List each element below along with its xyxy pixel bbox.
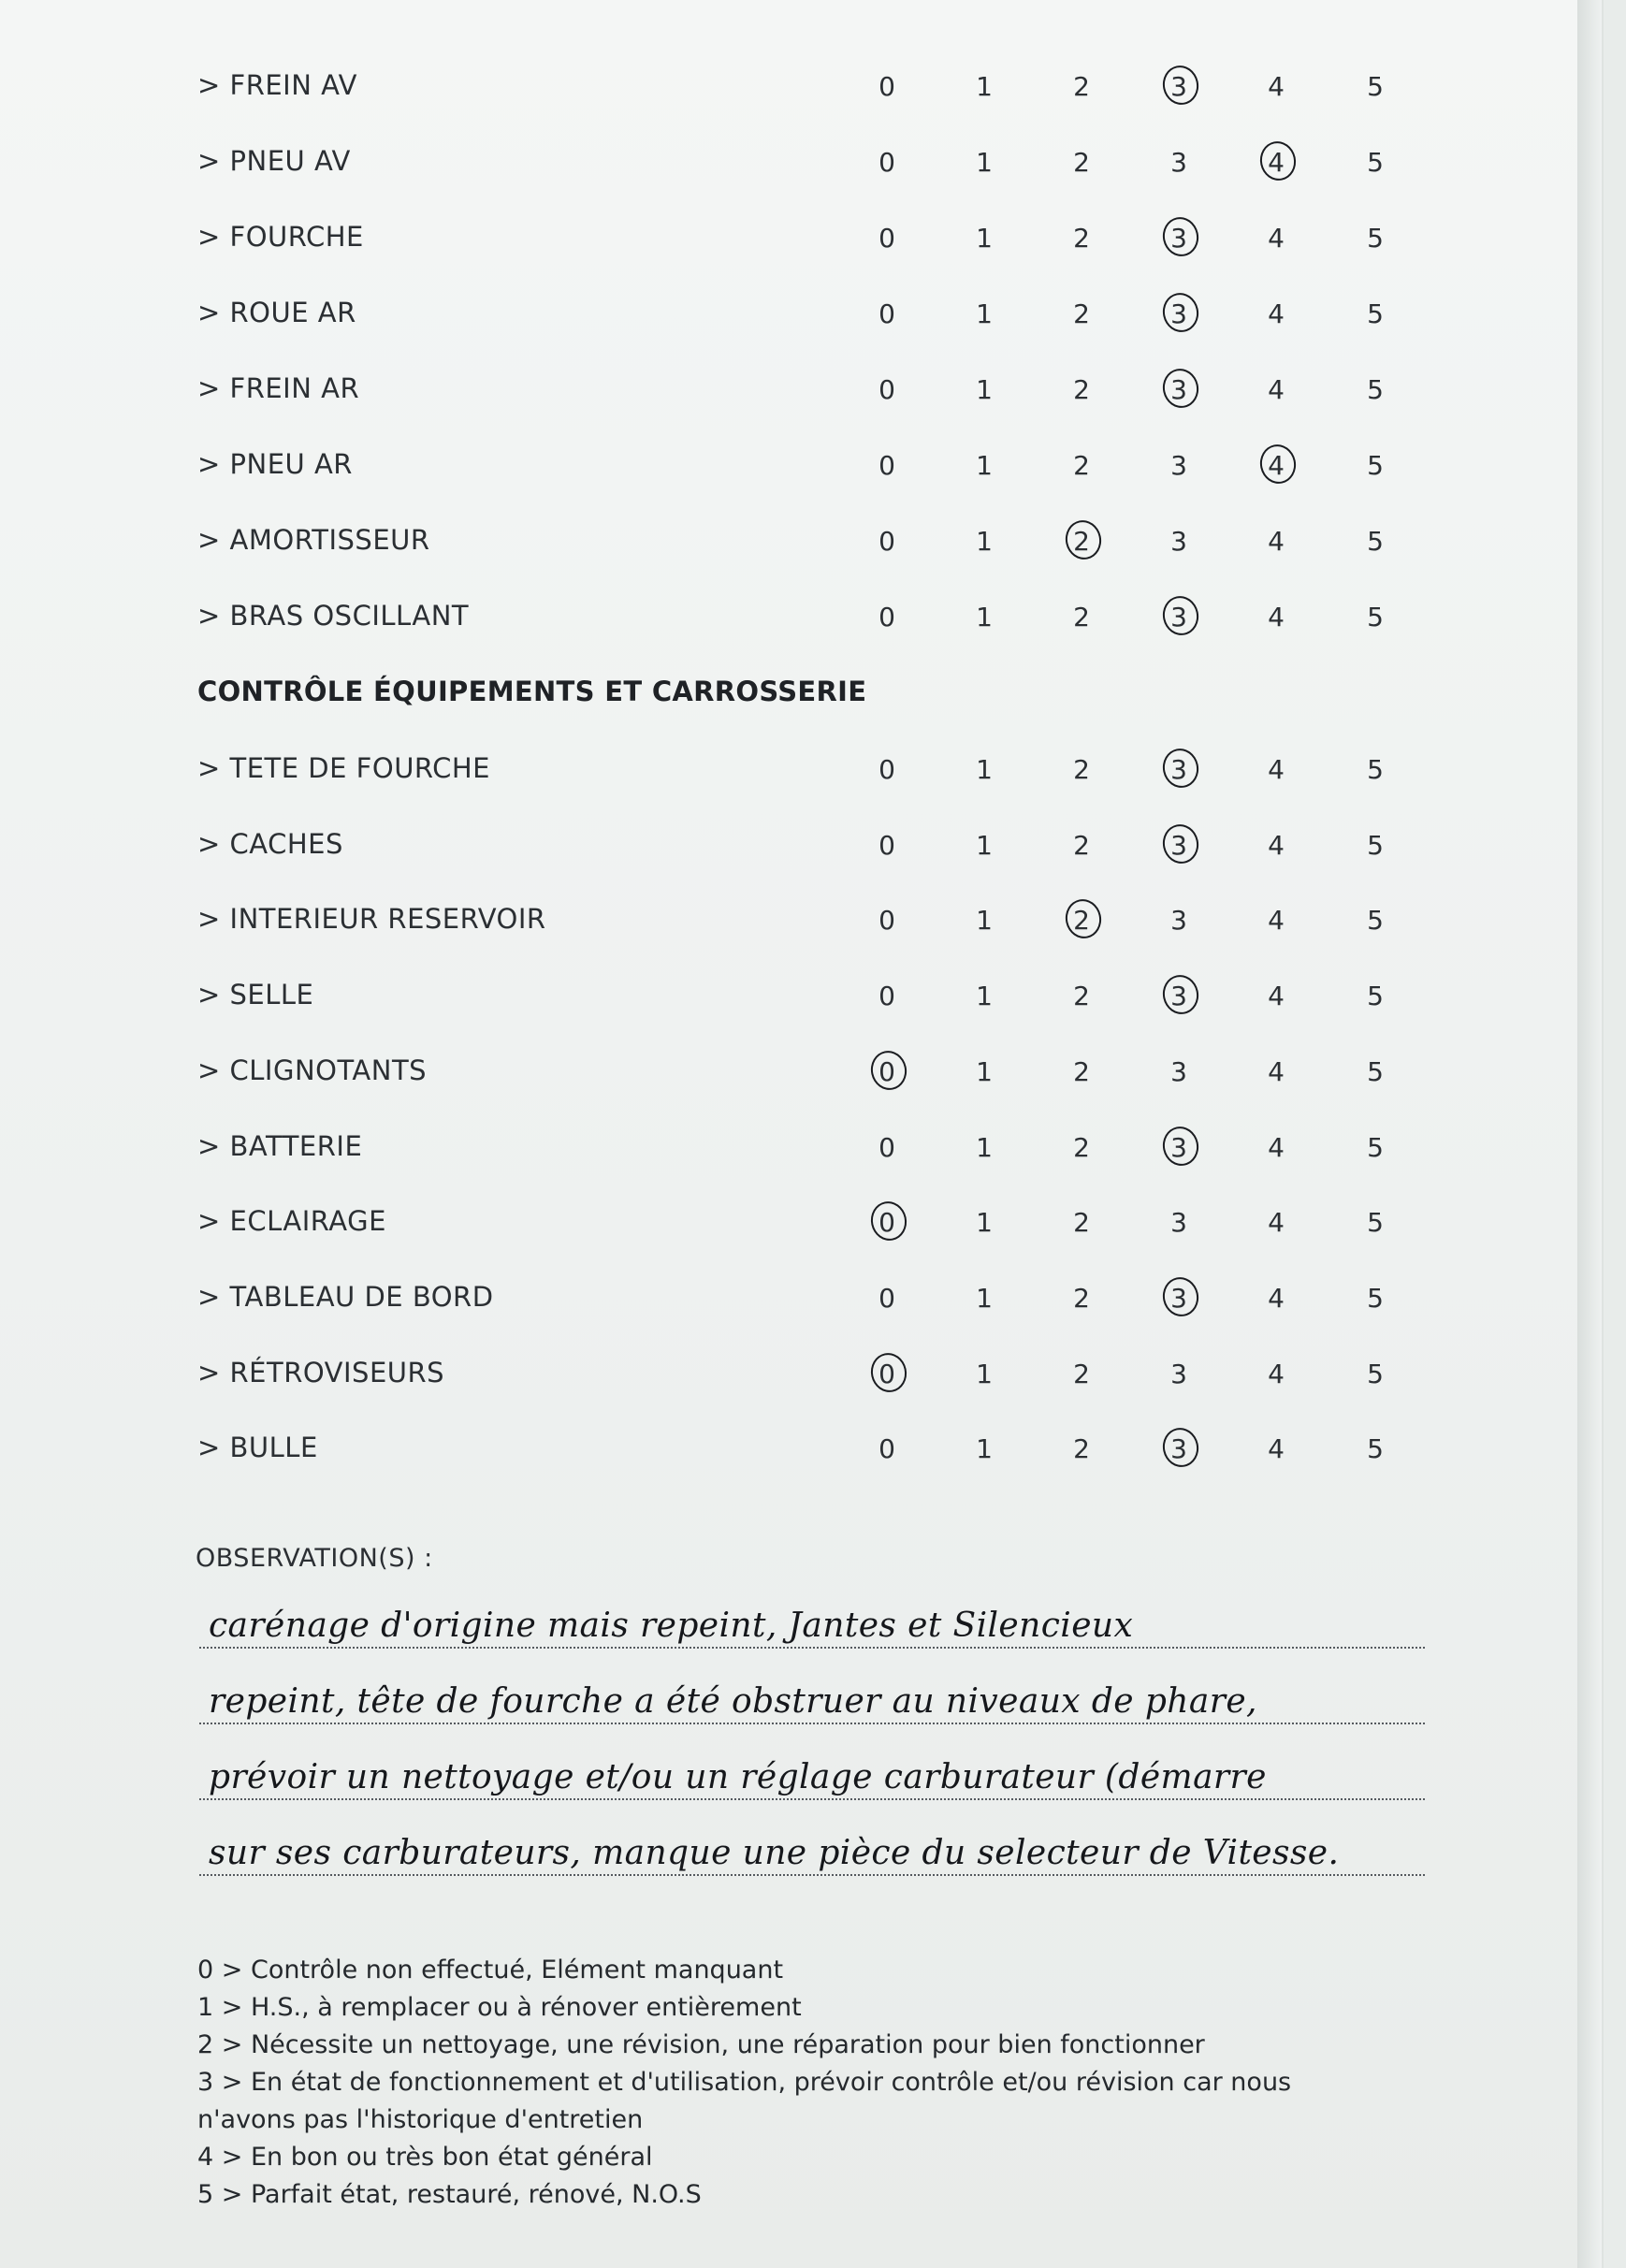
score-option[interactable]: 0: [878, 1132, 895, 1163]
score-option[interactable]: 5: [1367, 981, 1384, 1011]
inspection-row: [0, 200, 1602, 275]
inspection-row: [0, 882, 1602, 957]
score-option-selected[interactable]: 3: [1160, 754, 1198, 785]
score-option-selected[interactable]: 0: [868, 1056, 906, 1087]
score-option[interactable]: 4: [1268, 1056, 1285, 1087]
score-option[interactable]: 2: [1073, 450, 1090, 481]
legend-line: 4 > En bon ou très bon état général: [197, 2143, 653, 2172]
score-option[interactable]: 2: [1073, 298, 1090, 329]
score-option[interactable]: 5: [1367, 147, 1384, 178]
inspection-row: [0, 579, 1602, 654]
score-option[interactable]: 5: [1367, 830, 1384, 861]
inspection-row: [0, 1336, 1602, 1411]
score-option[interactable]: 0: [878, 147, 895, 178]
legend-line: 2 > Nécessite un nettoyage, une révision, une réparation pour bien fonctionner: [197, 2030, 1205, 2059]
inspection-item-label: > FOURCHE: [197, 221, 364, 253]
score-option-selected[interactable]: 3: [1160, 981, 1198, 1011]
score-option[interactable]: 4: [1268, 71, 1285, 102]
score-option[interactable]: 2: [1073, 1056, 1090, 1087]
score-option-selected[interactable]: 3: [1160, 71, 1198, 102]
score-option[interactable]: 4: [1268, 905, 1285, 936]
inspection-item-label: > SELLE: [197, 979, 314, 1010]
score-option[interactable]: 1: [976, 1056, 993, 1087]
observation-text: carénage d'origine mais repeint, Jantes et Silencieux: [209, 1606, 1134, 1645]
score-option[interactable]: 5: [1367, 1056, 1384, 1087]
score-option[interactable]: 4: [1268, 1207, 1285, 1238]
score-option[interactable]: 4: [1268, 223, 1285, 254]
score-option[interactable]: 3: [1170, 450, 1187, 481]
score-option[interactable]: 5: [1367, 905, 1384, 936]
score-option[interactable]: 4: [1268, 298, 1285, 329]
score-option[interactable]: 4: [1268, 1433, 1285, 1464]
inspection-row: [0, 807, 1602, 882]
score-option-selected[interactable]: 3: [1160, 1433, 1198, 1464]
legend-line: 0 > Contrôle non effectué, Elément manquant: [197, 1955, 784, 1985]
inspection-row: [0, 276, 1602, 351]
score-option[interactable]: 0: [878, 526, 895, 557]
score-option[interactable]: 1: [976, 1132, 993, 1163]
score-option-selected[interactable]: 0: [868, 1207, 906, 1238]
inspection-row: [0, 1110, 1602, 1185]
score-option[interactable]: 5: [1367, 298, 1384, 329]
observation-text: sur ses carburateurs, manque une pièce du selecteur de Vitesse.: [209, 1834, 1340, 1872]
score-option[interactable]: 1: [976, 1283, 993, 1314]
inspection-item-label: > BRAS OSCILLANT: [197, 600, 470, 632]
score-option-selected[interactable]: 2: [1063, 526, 1100, 557]
score-option[interactable]: 5: [1367, 526, 1384, 557]
score-option[interactable]: 2: [1073, 1132, 1090, 1163]
score-option[interactable]: 1: [976, 1359, 993, 1389]
score-option[interactable]: 3: [1170, 526, 1187, 557]
inspection-row: [0, 1260, 1602, 1335]
inspection-item-label: > FREIN AR: [197, 372, 360, 404]
score-option[interactable]: 0: [878, 1433, 895, 1464]
score-option[interactable]: 3: [1170, 1359, 1187, 1389]
score-option[interactable]: 5: [1367, 754, 1384, 785]
score-option[interactable]: 4: [1268, 602, 1285, 632]
score-option[interactable]: 4: [1268, 1132, 1285, 1163]
score-option[interactable]: 2: [1073, 374, 1090, 405]
inspection-item-label: > TABLEAU DE BORD: [197, 1281, 494, 1313]
score-option[interactable]: 2: [1073, 71, 1090, 102]
score-option[interactable]: 3: [1170, 1207, 1187, 1238]
inspection-item-label: > INTERIEUR RESERVOIR: [197, 903, 546, 935]
score-option-selected[interactable]: 3: [1160, 1283, 1198, 1314]
score-option[interactable]: 2: [1073, 1359, 1090, 1389]
inspection-row: [0, 732, 1602, 807]
inspection-row: [0, 1034, 1602, 1109]
score-option[interactable]: 2: [1073, 602, 1090, 632]
score-option[interactable]: 0: [878, 374, 895, 405]
inspection-row: [0, 958, 1602, 1033]
score-option[interactable]: 0: [878, 1283, 895, 1314]
score-option[interactable]: 2: [1073, 223, 1090, 254]
score-option[interactable]: 1: [976, 147, 993, 178]
score-option[interactable]: 5: [1367, 1207, 1384, 1238]
score-option[interactable]: 1: [976, 450, 993, 481]
inspection-item-label: > CACHES: [197, 828, 343, 860]
score-option[interactable]: 3: [1170, 147, 1187, 178]
inspection-item-label: > PNEU AR: [197, 448, 353, 480]
score-option[interactable]: 0: [878, 602, 895, 632]
observation-text: prévoir un nettoyage et/ou un réglage carburateur (démarre: [209, 1758, 1267, 1796]
score-option[interactable]: 1: [976, 981, 993, 1011]
score-option[interactable]: 2: [1073, 147, 1090, 178]
score-option[interactable]: 2: [1073, 754, 1090, 785]
score-option[interactable]: 1: [976, 298, 993, 329]
score-option[interactable]: 2: [1073, 1433, 1090, 1464]
score-option-selected[interactable]: 3: [1160, 830, 1198, 861]
score-option[interactable]: 2: [1073, 981, 1090, 1011]
score-option[interactable]: 5: [1367, 1132, 1384, 1163]
score-option-selected[interactable]: 3: [1160, 223, 1198, 254]
score-option-selected[interactable]: 0: [868, 1359, 906, 1389]
score-option-selected[interactable]: 4: [1257, 147, 1295, 178]
score-option[interactable]: 1: [976, 71, 993, 102]
inspection-item-label: > AMORTISSEUR: [197, 524, 430, 556]
inspection-item-label: > BATTERIE: [197, 1130, 363, 1162]
observation-line: [199, 1581, 1425, 1649]
score-option[interactable]: 5: [1367, 1433, 1384, 1464]
score-option[interactable]: 1: [976, 526, 993, 557]
score-option[interactable]: 4: [1268, 830, 1285, 861]
score-option[interactable]: 4: [1268, 754, 1285, 785]
score-option-selected[interactable]: 3: [1160, 1132, 1198, 1163]
score-option[interactable]: 5: [1367, 1283, 1384, 1314]
inspection-item-label: > CLIGNOTANTS: [197, 1054, 428, 1086]
score-option[interactable]: 1: [976, 830, 993, 861]
observation-text: repeint, tête de fourche a été obstruer au niveaux de phare,: [209, 1682, 1257, 1721]
legend-line: 1 > H.S., à remplacer ou à rénover entièrement: [197, 1993, 802, 2022]
score-option[interactable]: 5: [1367, 71, 1384, 102]
score-option[interactable]: 5: [1367, 450, 1384, 481]
score-option[interactable]: 0: [878, 450, 895, 481]
inspection-row: [0, 49, 1602, 124]
score-option-selected[interactable]: 3: [1160, 298, 1198, 329]
score-option-selected[interactable]: 3: [1160, 374, 1198, 405]
score-option[interactable]: 2: [1073, 830, 1090, 861]
score-option-selected[interactable]: 2: [1063, 905, 1100, 936]
score-option[interactable]: 1: [976, 1433, 993, 1464]
section-heading: CONTRÔLE ÉQUIPEMENTS ET CARROSSERIE: [197, 676, 867, 707]
inspection-item-label: > TETE DE FOURCHE: [197, 752, 490, 784]
observation-line: [199, 1809, 1425, 1876]
observations-label: OBSERVATION(S) :: [196, 1544, 433, 1573]
score-option[interactable]: 5: [1367, 223, 1384, 254]
inspection-item-label: > FREIN AV: [197, 69, 357, 101]
legend-line: 5 > Parfait état, restauré, rénové, N.O.S: [197, 2180, 702, 2209]
legend-line: 3 > En état de fonctionnement et d'utilisation, prévoir contrôle et/ou révision car nous: [197, 2068, 1292, 2097]
inspection-row: [0, 428, 1602, 502]
inspection-row: [0, 1185, 1602, 1259]
score-option[interactable]: 1: [976, 374, 993, 405]
score-option[interactable]: 4: [1268, 981, 1285, 1011]
score-option-selected[interactable]: 4: [1257, 450, 1295, 481]
score-option[interactable]: 4: [1268, 374, 1285, 405]
score-option[interactable]: 0: [878, 223, 895, 254]
score-option[interactable]: 3: [1170, 905, 1187, 936]
score-option[interactable]: 5: [1367, 602, 1384, 632]
score-option[interactable]: 4: [1268, 1359, 1285, 1389]
inspection-row: [0, 352, 1602, 427]
inspection-row: [0, 503, 1602, 578]
score-option[interactable]: 0: [878, 830, 895, 861]
observation-line: [199, 1733, 1425, 1800]
score-option[interactable]: 1: [976, 905, 993, 936]
inspection-item-label: > ECLAIRAGE: [197, 1205, 386, 1237]
score-option[interactable]: 0: [878, 71, 895, 102]
inspection-item-label: > RÉTROVISEURS: [197, 1357, 445, 1388]
score-option[interactable]: 0: [878, 981, 895, 1011]
score-option[interactable]: 2: [1073, 1283, 1090, 1314]
score-option[interactable]: 5: [1367, 1359, 1384, 1389]
score-option[interactable]: 0: [878, 754, 895, 785]
inspection-item-label: > ROUE AR: [197, 297, 356, 328]
score-option[interactable]: 1: [976, 223, 993, 254]
score-option[interactable]: 2: [1073, 1207, 1090, 1238]
score-option[interactable]: 4: [1268, 526, 1285, 557]
legend-line: n'avons pas l'historique d'entretien: [197, 2105, 644, 2134]
score-option[interactable]: 1: [976, 754, 993, 785]
score-option[interactable]: 3: [1170, 1056, 1187, 1087]
score-option[interactable]: 1: [976, 602, 993, 632]
inspection-item-label: > PNEU AV: [197, 145, 351, 177]
score-option-selected[interactable]: 3: [1160, 602, 1198, 632]
score-option[interactable]: 1: [976, 1207, 993, 1238]
inspection-row: [0, 124, 1602, 199]
inspection-row: [0, 1411, 1602, 1486]
score-option[interactable]: 0: [878, 298, 895, 329]
rating-legend: [197, 1952, 1414, 2214]
score-option[interactable]: 5: [1367, 374, 1384, 405]
observation-line: [199, 1657, 1425, 1724]
score-option[interactable]: 0: [878, 905, 895, 936]
inspection-item-label: > BULLE: [197, 1432, 318, 1463]
score-option[interactable]: 4: [1268, 1283, 1285, 1314]
